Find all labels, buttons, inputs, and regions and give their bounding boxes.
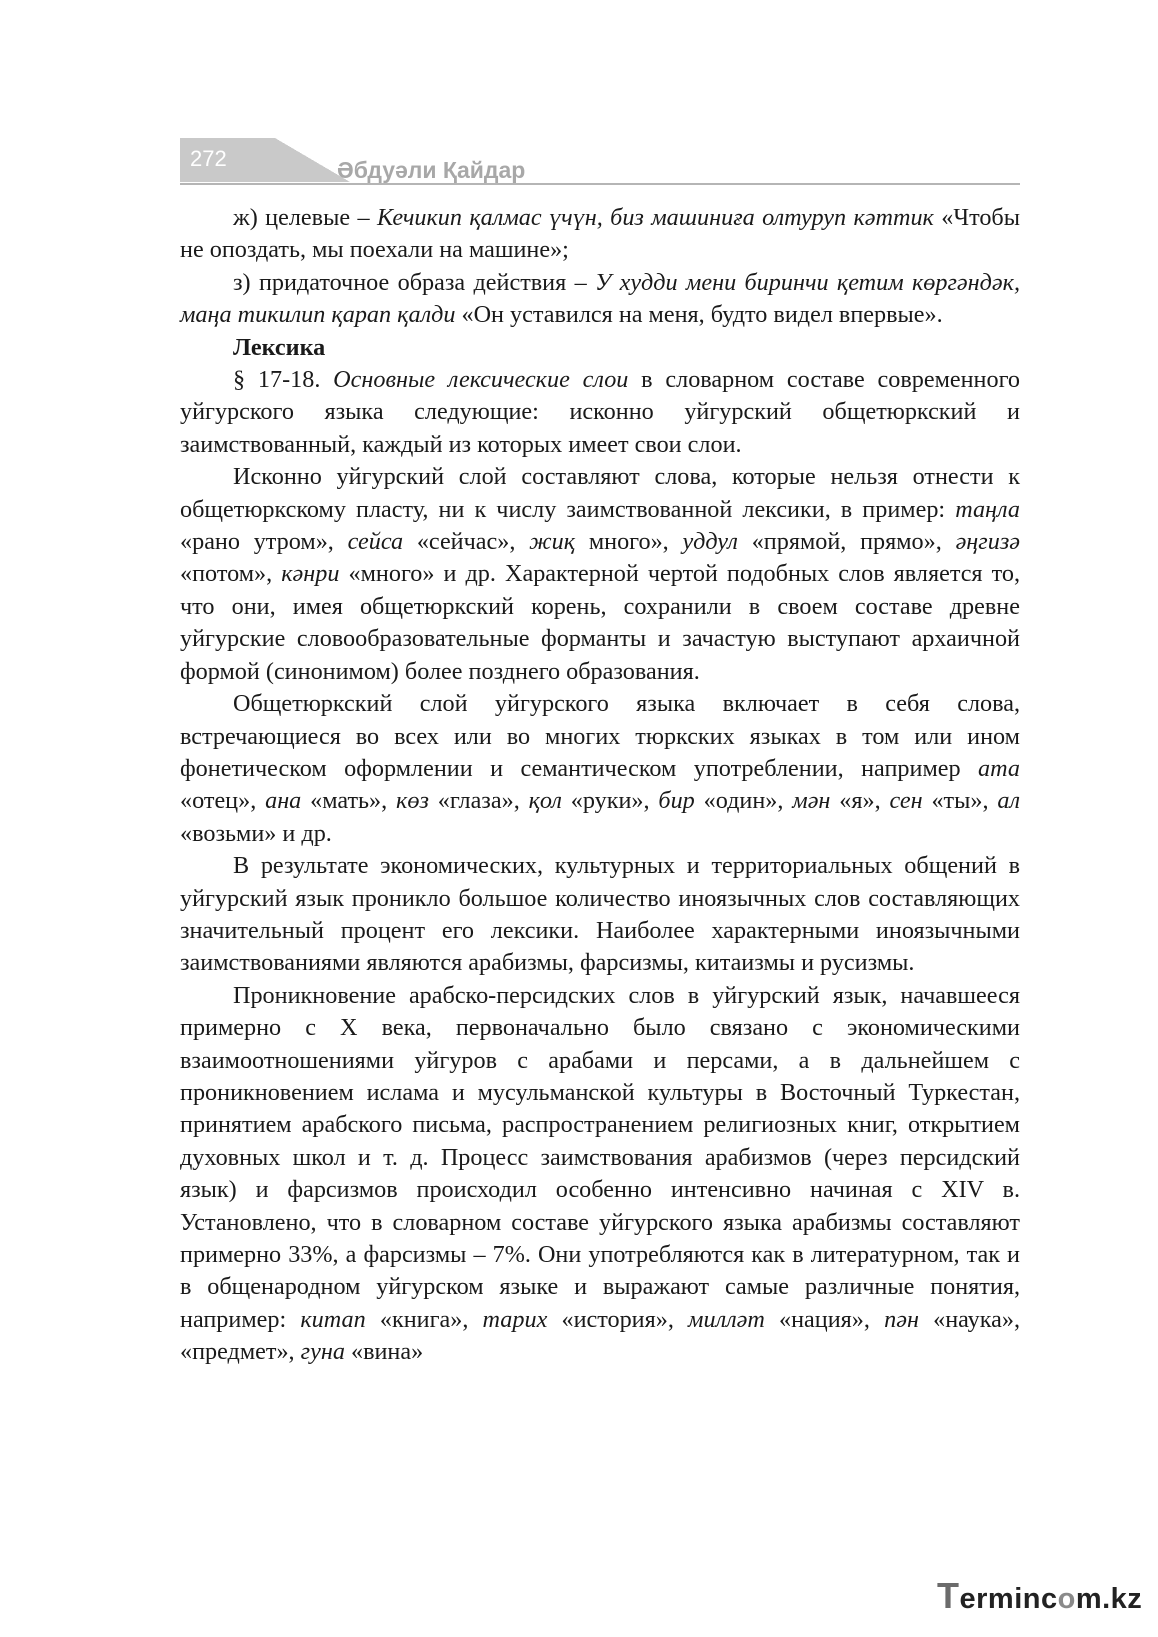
- paragraph-manner-clause: з) придаточное образа действия – У худди мени биринчи қетим көргәндәк, маңа тикилип қарап қалди «Он уставился на меня, будто видел впервые».: [180, 268, 1020, 329]
- paragraph-lexical-layers: § 17-18. Основные лексические слои в словарном составе современного уйгурского языка следующие: исконно уйгурский общетюркский и заимствованный, каждый из которых имеет свои слои.: [180, 366, 1021, 458]
- page-number: 272: [190, 146, 227, 171]
- running-head-author: Әбдуәли Қайдар: [337, 157, 526, 183]
- body-text: [180, 202, 1020, 1369]
- magnifier-icon: o: [1057, 1583, 1076, 1615]
- watermark-logo: Termincom.kz: [937, 1575, 1143, 1616]
- paragraph-common-turkic-layer: Общетюркский слой уйгурского языка включает в себя слова, встречающиеся во всех или во многих тюркских языках в том или ином фонетическом оформлении и семантическом употреблении, например ата «отец», ана «мать», көз «глаза», қол «руки», бир «один», мән «я», сен «ты», ал «возьми» и др.: [180, 690, 1020, 847]
- header-rule: [180, 183, 1020, 185]
- section-heading: Лексика: [233, 333, 326, 361]
- paragraph-native-layer: Исконно уйгурский слой составляют слова, которые нельзя отнести к общетюркскому пласту, ни к числу заимствованной лексики, в пример: таңла «рано утром», сейса «сейчас», жиқ много», уддул «прямой, прямо», әңгизә «потом», кәнри «много» и др. Характерной чертой подобных слов является то, что они, имея общетюркский корень, сохранили в своем составе древне уйгурские словообразовательные форманты и зачастую выступают архаичной формой (синонимом) более позднего образования.: [180, 463, 1020, 685]
- paragraph-arabic-persian: Проникновение арабско-персидских слов в уйгурский язык, начавшееся примерно с X века, первоначально было связано с экономическими взаимоотношениями уйгуров с арабами и персами, а в дальнейшем с проникновением ислама и мусульманской культуры в Восточный Туркестан, принятием арабского письма, распространением религиозных книг, открытием духовных школ и т. д. Процесс заимствования арабизмов (через персидский язык) и фарсизмов происходил особенно интенсивно начиная с XIV в. Установлено, что в словарном составе уйгурского языка арабизмы составляют примерно 33%, а фарсизмы – 7%. Они употребляются как в литературном, так и в общенародном уйгурском языке и выражают самые различные понятия, например: китап «книга», тарих «история», милләт «нация», пән «наука», «предмет», гуна «вина»: [180, 981, 1020, 1366]
- paragraph-purpose-clause: ж) целевые – Кечикип қалмас үчүн, биз машиниға олтуруп кәттик «Чтобы не опоздать, мы поехали на машине»;: [180, 204, 1020, 264]
- page-header: [180, 138, 1020, 190]
- paragraph-borrowings: В результате экономических, культурных и территориальных общений в уйгурский язык проникло большое количество иноязычных слов составляющих значительный процент его лексики. Наиболее характерными иноязычными заимствованиями являются арабизмы, фарсизмы, китаизмы и русизмы.: [180, 852, 1020, 977]
